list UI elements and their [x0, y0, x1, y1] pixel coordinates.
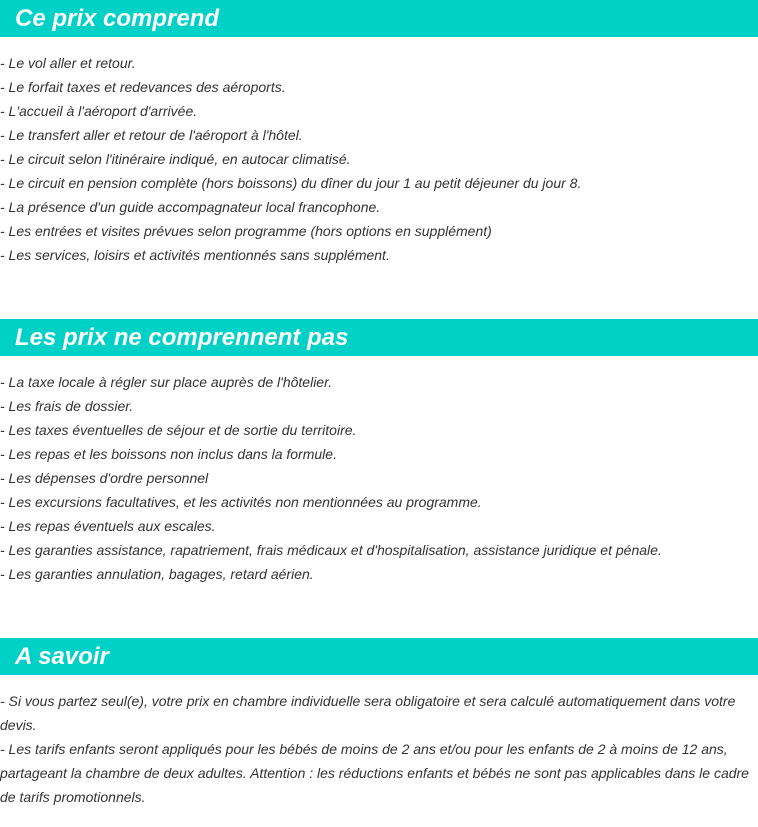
list-item: - Les repas et les boissons non inclus dans la formule.	[0, 446, 337, 462]
price-includes-list	[0, 51, 758, 267]
info-paragraph-single-room: - Si vous partez seul(e), votre prix en chambre individuelle sera obligatoire et sera calculé automatiquement dans votre devis.	[0, 693, 736, 733]
list-item: - Les services, loisirs et activités mentionnés sans supplément.	[0, 247, 390, 263]
list-item: - Le forfait taxes et redevances des aéroports.	[0, 79, 286, 95]
section-title-good-to-know: A savoir	[0, 638, 758, 675]
price-excludes-list	[0, 370, 758, 586]
list-item: - Les excursions facultatives, et les activités non mentionnées au programme.	[0, 494, 482, 510]
list-item: - Le circuit en pension complète (hors boissons) du dîner du jour 1 au petit déjeuner du jour 8.	[0, 175, 582, 191]
list-item: - Le vol aller et retour.	[0, 55, 136, 71]
list-item: - Les frais de dossier.	[0, 398, 134, 414]
section-title-price-includes: Ce prix comprend	[0, 0, 758, 37]
list-item: - Le transfert aller et retour de l'aéroport à l'hôtel.	[0, 127, 303, 143]
section-title-price-excludes: Les prix ne comprennent pas	[0, 319, 758, 356]
info-paragraph-child-rates: - Les tarifs enfants seront appliqués pour les bébés de moins de 2 ans et/ou pour les enfants de 2 à moins de 12 ans, partageant la chambre de deux adultes. Attention : les réductions enfants et bébés ne sont pas applicables dans le cadre de tarifs promotionnels.	[0, 741, 749, 805]
list-item: - Les dépenses d'ordre personnel	[0, 470, 209, 486]
list-item: - Le circuit selon l'itinéraire indiqué, en autocar climatisé.	[0, 151, 351, 167]
list-item: - L'accueil à l'aéroport d'arrivée.	[0, 103, 198, 119]
list-item: - Les repas éventuels aux escales.	[0, 518, 216, 534]
list-item: - La présence d'un guide accompagnateur local francophone.	[0, 199, 381, 215]
list-item: - Les garanties assistance, rapatriement, frais médicaux et d'hospitalisation, assistance juridique et pénale.	[0, 542, 662, 558]
list-item: - Les entrées et visites prévues selon programme (hors options en supplément)	[0, 223, 492, 239]
list-item: - Les garanties annulation, bagages, retard aérien.	[0, 566, 314, 582]
list-item: - Les taxes éventuelles de séjour et de sortie du territoire.	[0, 422, 357, 438]
section-price-excludes	[0, 319, 758, 586]
list-item: - La taxe locale à régler sur place auprès de l'hôtelier.	[0, 374, 333, 390]
section-price-includes	[0, 0, 758, 267]
section-good-to-know	[0, 638, 758, 809]
